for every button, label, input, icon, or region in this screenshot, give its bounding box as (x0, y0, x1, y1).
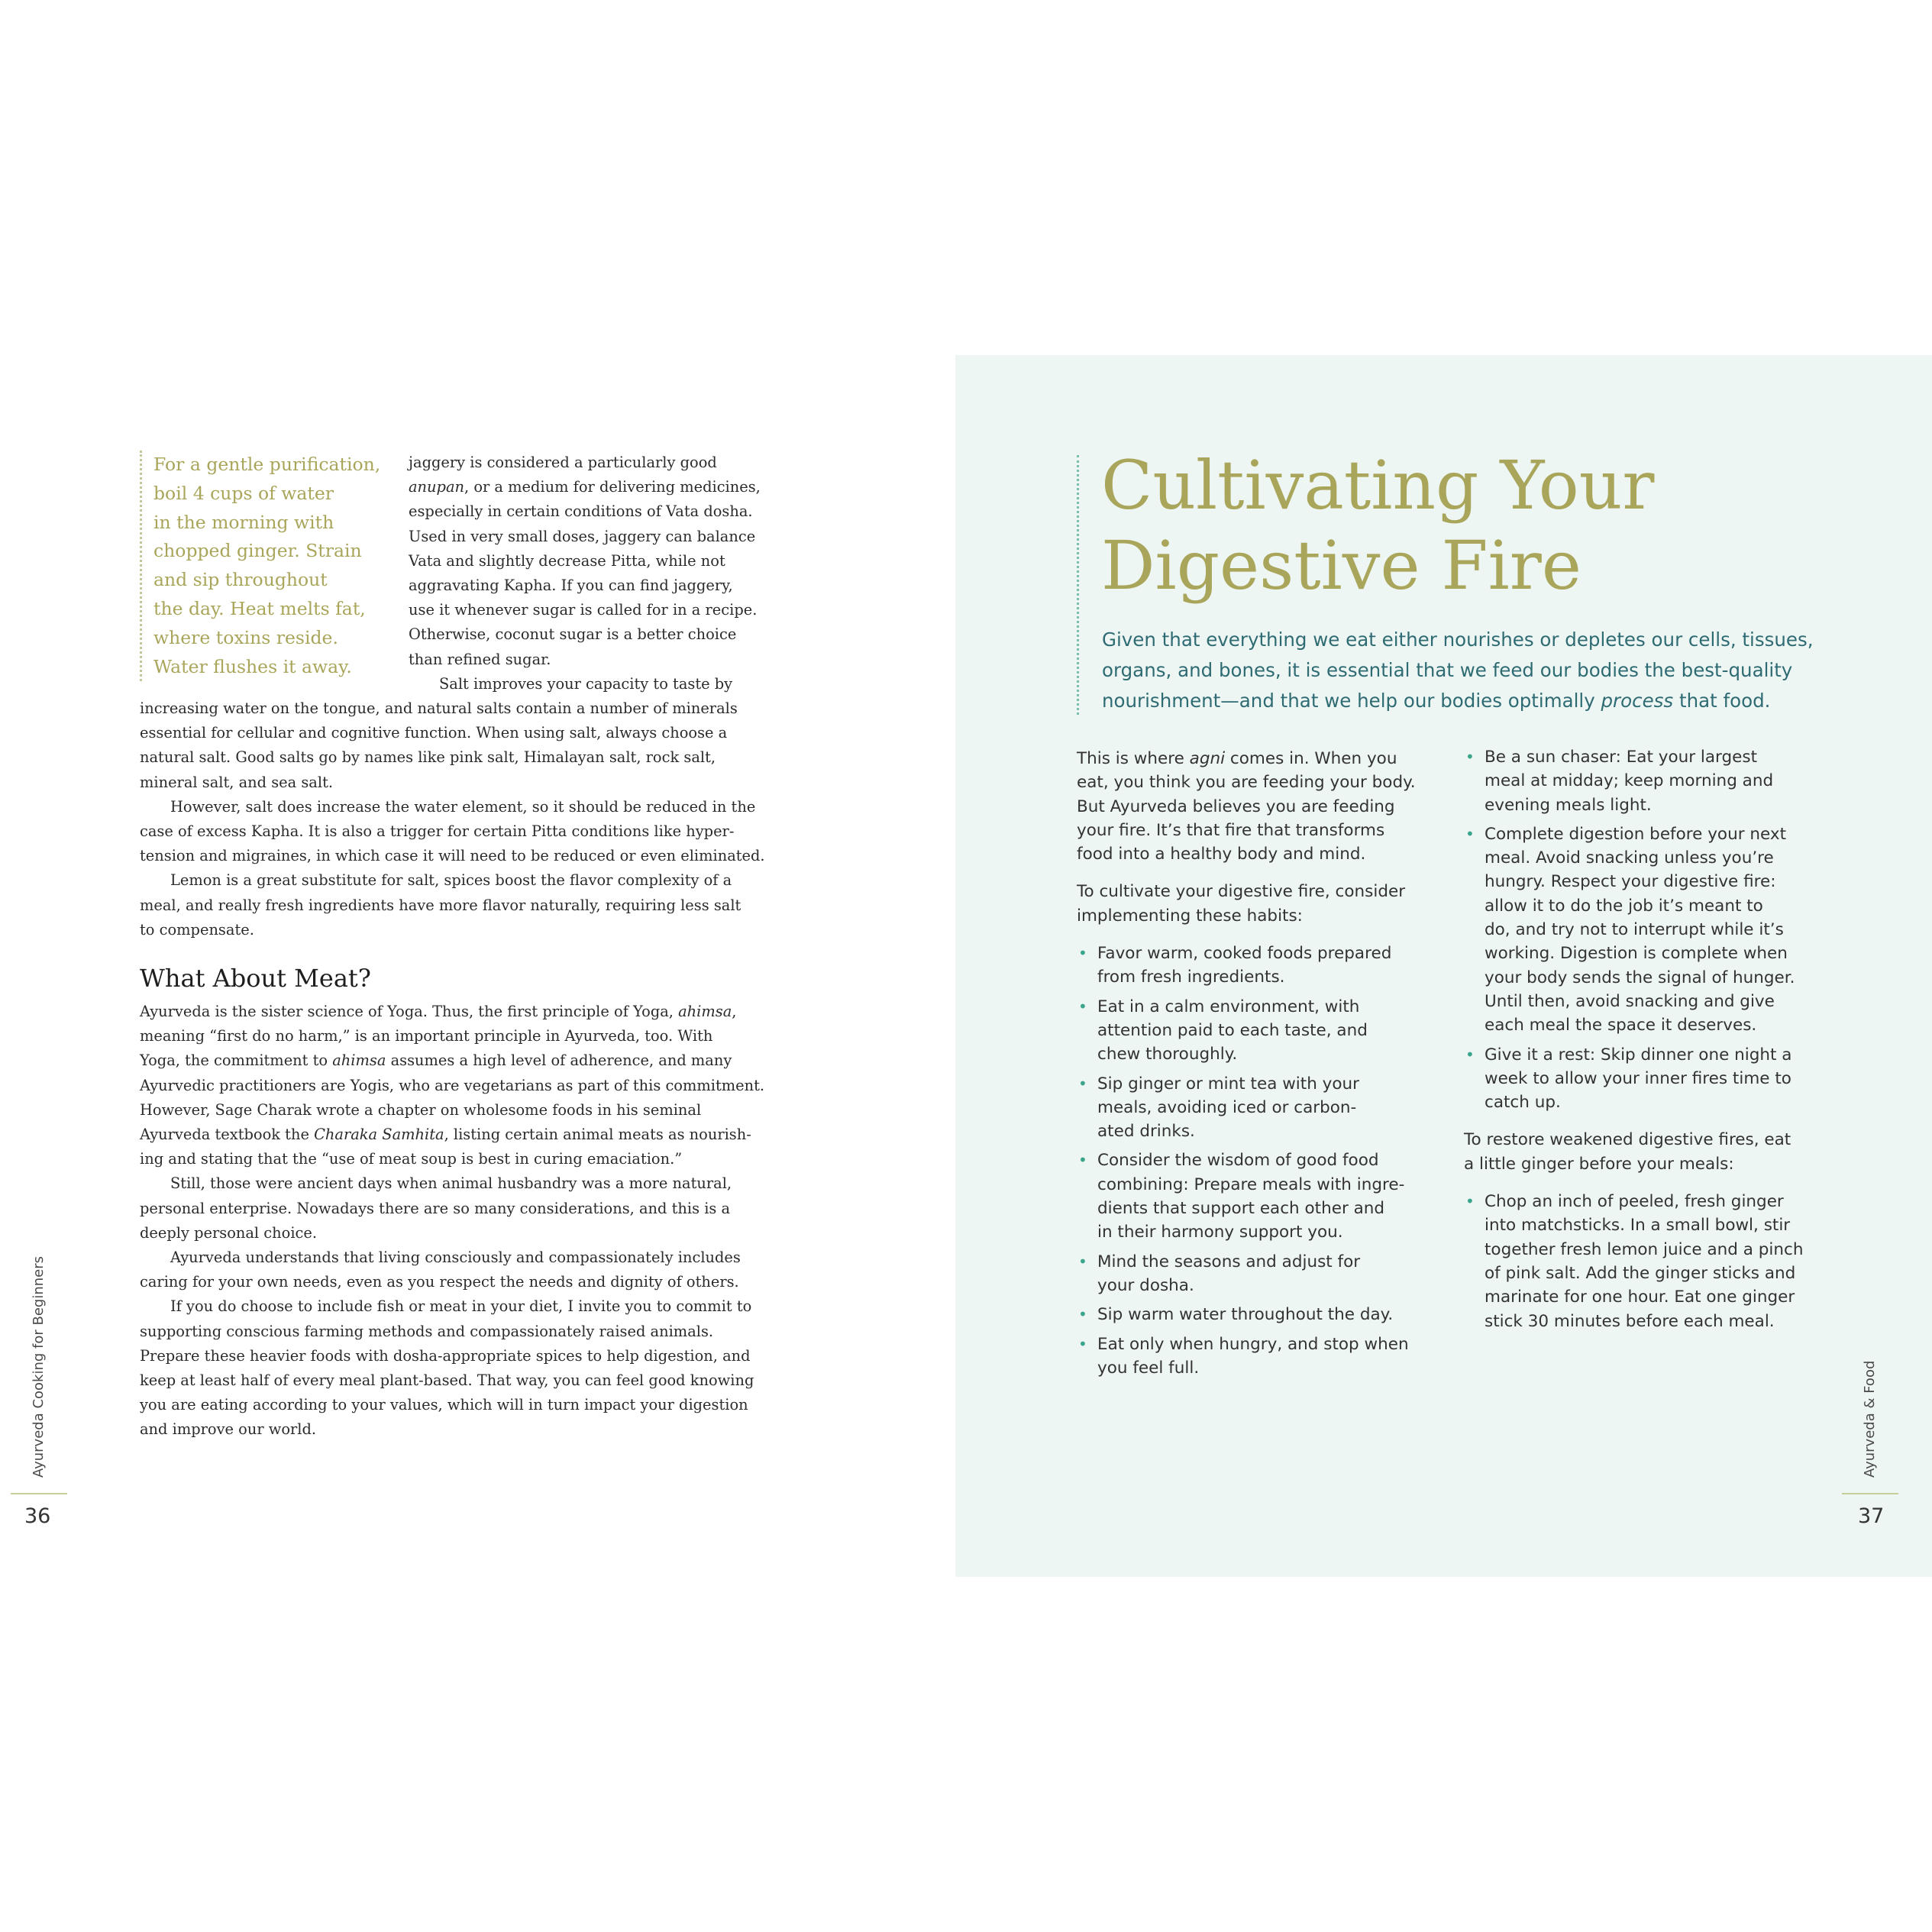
body-text-line: meal, and really fresh ingredients have more flavor naturally, requiring less salt (140, 896, 741, 914)
list-item-line: Consider the wisdom of good food (1097, 1151, 1379, 1171)
bullet-dot-icon: • (1465, 748, 1475, 766)
list-item (1077, 1250, 1443, 1298)
running-head-left: Ayurveda Cooking for Beginners (31, 1255, 47, 1478)
list-item-line: dients that support each other and (1097, 1199, 1385, 1219)
running-head-right: Ayurveda & Food (1862, 1360, 1878, 1478)
body-text-line: personal enterprise. Nowadays there are so many considerations, and this is a (140, 1199, 731, 1217)
list-item-line: chew thoroughly. (1097, 1045, 1238, 1065)
list-item-line: stick 30 minutes before each meal. (1485, 1311, 1775, 1331)
list-item-line: together fresh lemon juice and a pinch (1485, 1239, 1804, 1259)
list-item-line: week to allow your inner fires time to (1485, 1068, 1791, 1088)
body-text-line: than refined sugar. (409, 650, 551, 668)
body-text-line: Used in very small doses, jaggery can balance (409, 527, 756, 545)
list-item-line: in their harmony support you. (1097, 1223, 1343, 1242)
chapter-title (1101, 445, 1655, 606)
list-item (1077, 1072, 1443, 1144)
list-item-line: meal at midday; keep morning and (1485, 771, 1774, 791)
body-text-line: ing and stating that the “use of meat soup is best in curing emaciation.” (140, 1150, 683, 1168)
list-item-line: meals, avoiding iced or carbon- (1097, 1097, 1357, 1117)
body-text-line: supporting conscious farming methods and compassionately raised animals. (140, 1322, 714, 1340)
list-item-line: catch up. (1485, 1093, 1561, 1113)
list-item-line: evening meals light. (1485, 795, 1652, 815)
tip-line: boil 4 cups of water (153, 482, 334, 504)
tip-line: and sip throughout (153, 569, 328, 591)
body-text-line: especially in certain conditions of Vata dosha. (409, 502, 753, 521)
body-text-line: Yoga, the commitment to ahimsa assumes a high level of adherence, and many (140, 1052, 732, 1070)
bullet-dot-icon: • (1078, 1074, 1087, 1093)
list-item (1077, 942, 1443, 990)
body-text-line: Still, those were ancient days when animal husbandry was a more natural, (170, 1174, 732, 1193)
list-item (1464, 1190, 1815, 1333)
folio-rule-right (1842, 1493, 1898, 1494)
body-text-line: anupan, or a medium for delivering medicines, (409, 478, 761, 496)
tip-line: Water flushes it away. (153, 655, 352, 677)
body-text-line: natural salt. Good salts go by names like pink salt, Himalayan salt, rock salt, (140, 748, 716, 767)
bullet-dot-icon: • (1465, 1045, 1475, 1064)
page-number-left: 36 (24, 1504, 51, 1528)
list-item (1464, 1043, 1815, 1115)
list-item-line: Mind the seasons and adjust for (1097, 1252, 1361, 1271)
tip-line: where toxins reside. (153, 626, 338, 648)
list-item-line: Eat only when hungry, and stop when (1097, 1334, 1409, 1354)
intro-line: nourishment—and that we help our bodies optimally process that food. (1102, 690, 1771, 712)
body-text-line: tension and migraines, in which case it will need to be reduced or even eliminated. (140, 847, 765, 865)
list-item-line: Favor warm, cooked foods prepared (1097, 944, 1392, 964)
bullet-dot-icon: • (1465, 1192, 1475, 1211)
paragraph-line: This is where agni comes in. When you (1077, 749, 1397, 768)
body-text-line: Lemon is a great substitute for salt, spices boost the flavor complexity of a (170, 871, 732, 890)
body-text-line: However, Sage Charak wrote a chapter on wholesome foods in his seminal (140, 1100, 702, 1119)
emphasis: process (1601, 690, 1674, 712)
body-text-line: meaning “first do no harm,” is an important principle in Ayurveda, too. With (140, 1027, 713, 1045)
paragraph-line: food into a healthy body and mind. (1077, 845, 1366, 864)
list-item-line: Chop an inch of peeled, fresh ginger (1485, 1192, 1784, 1212)
right-column-2 (1464, 745, 1815, 1347)
emphasis: ahimsa (678, 1003, 732, 1020)
tip-line: For a gentle purification, (153, 454, 381, 475)
chapter-title-line-1: Cultivating Your (1101, 446, 1655, 525)
body-text-line: Prepare these heavier foods with dosha-appropriate spices to help digestion, and (140, 1346, 751, 1365)
list-item-line: Complete digestion before your next (1485, 824, 1786, 844)
body-text-line: to compensate. (140, 920, 254, 939)
emphasis: Charaka Samhita (314, 1126, 444, 1143)
body-text-line: Ayurveda textbook the Charaka Samhita, listing certain animal meats as nourish- (140, 1126, 751, 1143)
emphasis: anupan (409, 478, 464, 496)
list-item-line: marinate for one hour. Eat one ginger (1485, 1287, 1795, 1307)
paragraph-line: To cultivate your digestive fire, consider (1077, 882, 1406, 902)
list-item-line: do, and try not to interrupt while it’s (1485, 920, 1784, 940)
paragraph-line: a little ginger before your meals: (1464, 1154, 1734, 1174)
body-text-line: increasing water on the tongue, and natural salts contain a number of minerals (140, 699, 738, 717)
tip-line: the day. Heat melts fat, (153, 597, 366, 619)
list-item-line: ated drinks. (1097, 1122, 1195, 1142)
body-text-line: If you do choose to include fish or meat in your diet, I invite you to commit to (170, 1297, 752, 1316)
paragraph (1464, 1128, 1815, 1176)
list-item (1077, 995, 1443, 1067)
title-dotted-rule (1077, 455, 1079, 715)
list-item-line: meal. Avoid snacking unless you’re (1485, 848, 1774, 868)
body-text-line: Salt improves your capacity to taste by (439, 674, 733, 693)
list-item-line: Sip ginger or mint tea with your (1097, 1074, 1359, 1094)
body-text-line: jaggery is considered a particularly good (409, 454, 717, 471)
chapter-title-line-2: Digestive Fire (1101, 526, 1581, 605)
chapter-intro (1102, 625, 1814, 716)
list-item-line: Sip warm water throughout the day. (1097, 1305, 1394, 1325)
intro-line: organs, and bones, it is essential that we feed our bodies the best-quality (1102, 659, 1793, 681)
tip-line: chopped ginger. Strain (153, 540, 362, 562)
folio-rule-left (11, 1493, 67, 1494)
list-item-line: each meal the space it deserves. (1485, 1016, 1757, 1035)
list-item-line: your dosha. (1097, 1275, 1194, 1295)
body-text-line: Ayurvedic practitioners are Yogis, who are vegetarians as part of this commitment. (140, 1076, 765, 1094)
paragraph-line: your fire. It’s that fire that transforms (1077, 820, 1385, 840)
bullet-dot-icon: • (1078, 1151, 1087, 1170)
list-item-line: your body sends the signal of hunger. (1485, 968, 1795, 987)
bullet-list (1464, 1190, 1815, 1333)
paragraph (1077, 747, 1443, 866)
list-item (1077, 1149, 1443, 1244)
right-column-1 (1077, 747, 1443, 1394)
body-text-line: keep at least half of every meal plant-based. That way, you can feel good knowing (140, 1371, 754, 1389)
emphasis: agni (1189, 749, 1226, 768)
list-item-line: allow it to do the job it’s meant to (1485, 896, 1763, 916)
list-item-line: combining: Prepare meals with ingre- (1097, 1174, 1405, 1194)
body-text-line: Ayurveda understands that living consciously and compassionately includes (170, 1249, 741, 1266)
body-text-line: and improve our world. (140, 1420, 317, 1439)
bullet-dot-icon: • (1078, 997, 1087, 1016)
body-text-line: deeply personal choice. (140, 1223, 318, 1242)
paragraph-line: eat, you think you are feeding your body. (1077, 773, 1416, 793)
body-text-line: mineral salt, and sea salt. (140, 773, 334, 791)
list-item-line: of pink salt. Add the ginger sticks and (1485, 1263, 1796, 1283)
bullet-dot-icon: • (1078, 944, 1087, 963)
body-text-line: aggravating Kapha. If you can find jaggery, (409, 577, 733, 594)
body-text-line: caring for your own needs, even as you respect the needs and dignity of others. (140, 1273, 739, 1291)
emphasis: ahimsa (332, 1052, 386, 1070)
list-item (1464, 822, 1815, 1038)
bullet-list (1077, 942, 1443, 1380)
list-item-line: Eat in a calm environment, with (1097, 997, 1360, 1016)
body-text-line: essential for cellular and cognitive function. When using salt, always choose a (140, 724, 728, 742)
body-text-line: use it whenever sugar is called for in a recipe. (409, 601, 758, 619)
paragraph-line: implementing these habits: (1077, 906, 1303, 926)
intro-line: Given that everything we eat either nourishes or depletes our cells, tissues, (1102, 628, 1814, 651)
list-item-line: attention paid to each taste, and (1097, 1020, 1368, 1040)
list-item-line: Until then, avoid snacking and give (1485, 991, 1775, 1011)
list-item-line: Be a sun chaser: Eat your largest (1485, 748, 1758, 767)
bullet-dot-icon: • (1465, 824, 1475, 843)
list-item-line: Give it a rest: Skip dinner one night a (1485, 1045, 1792, 1065)
list-item-line: from fresh ingredients. (1097, 968, 1285, 987)
list-item (1077, 1303, 1443, 1326)
section-heading-meat: What About Meat? (140, 964, 371, 993)
paragraph (1077, 880, 1443, 928)
ginger-tip-sidebar (140, 451, 405, 681)
page-number-right: 37 (1858, 1504, 1885, 1528)
bullet-dot-icon: • (1078, 1305, 1087, 1324)
list-item (1077, 1333, 1443, 1381)
list-item-line: hungry. Respect your digestive fire: (1485, 872, 1776, 892)
body-text-line: case of excess Kapha. It is also a trigger for certain Pitta conditions like hyper- (140, 822, 735, 840)
list-item (1464, 745, 1815, 817)
bullet-dot-icon: • (1078, 1252, 1087, 1271)
paragraph-line: To restore weakened digestive fires, eat (1464, 1130, 1791, 1150)
paragraph-line: But Ayurveda believes you are feeding (1077, 796, 1395, 816)
list-item-line: working. Digestion is complete when (1485, 944, 1788, 964)
body-text-line: However, salt does increase the water element, so it should be reduced in the (170, 797, 756, 816)
body-text-line: Vata and slightly decrease Pitta, while not (409, 551, 725, 570)
tip-line: in the morning with (153, 511, 334, 533)
bullet-dot-icon: • (1078, 1334, 1087, 1353)
list-item-line: into matchsticks. In a small bowl, stir (1485, 1216, 1791, 1236)
list-item-line: you feel full. (1097, 1358, 1200, 1378)
body-text-line: Ayurveda is the sister science of Yoga. Thus, the first principle of Yoga, ahimsa, (140, 1003, 737, 1020)
bullet-list (1464, 745, 1815, 1114)
body-text-line: you are eating according to your values, which will in turn impact your digestion (140, 1396, 748, 1414)
body-text-line: Otherwise, coconut sugar is a better choice (409, 625, 737, 644)
